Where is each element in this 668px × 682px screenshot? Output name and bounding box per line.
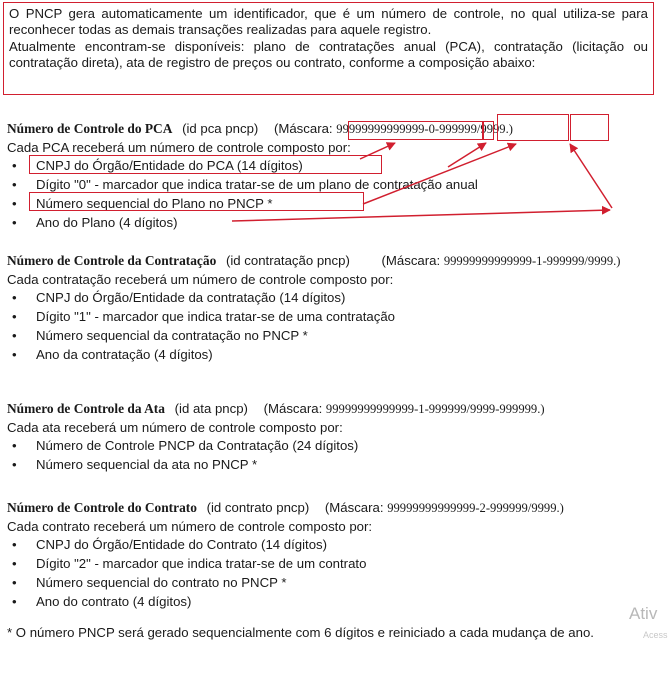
- contrato-heading: [7, 499, 659, 518]
- arrow-seq: [363, 144, 516, 204]
- activation-watermark: Ativ: [629, 604, 658, 623]
- contratacao-id: (id contratação pncp): [225, 253, 350, 268]
- ata-title: Número de Controle da Ata: [7, 401, 165, 416]
- pca-title: Número de Controle do PCA: [7, 121, 173, 136]
- pca-mask-year: 9999: [480, 122, 506, 136]
- contratacao-lead: Cada contratação receberá um número de controle composto por:: [7, 271, 394, 287]
- arrow-cnpj: [360, 143, 395, 159]
- arrow-ano-mask: [570, 144, 612, 208]
- list-item: • Ano do contrato (4 dígitos): [34, 593, 659, 612]
- section-contratacao: [7, 252, 659, 364]
- contratacao-mask: 99999999999999-1-999999/9999.): [443, 254, 621, 268]
- section-ata: [7, 400, 659, 475]
- list-item: • Ano do Plano (4 dígitos): [34, 214, 659, 233]
- contratacao-list: [7, 289, 659, 364]
- ata-mask: 99999999999999-1-999999/9999-999999.): [325, 402, 545, 416]
- list-item: • Dígito "2" - marcador que indica tratar-se de um contrato: [34, 555, 659, 574]
- pca-mask-seq: 999999: [439, 122, 477, 136]
- intro-paragraph-2: Atualmente encontram-se disponíveis: plano de contratações anual (PCA), contratação (licitação ou contratação direta), ata de registro de preços ou contrato, conforme a composição abaixo:: [9, 38, 648, 70]
- contrato-id: (id contrato pncp): [206, 500, 310, 515]
- pca-mask-end: .): [505, 122, 513, 136]
- ata-id: (id ata pncp): [174, 401, 248, 416]
- list-item: • Dígito "1" - marcador que indica tratar-se de uma contratação: [34, 308, 659, 327]
- pca-mask-slash: /: [476, 122, 481, 136]
- ata-list: [7, 437, 659, 474]
- pca-mask-label: (Máscara:: [273, 121, 333, 136]
- list-item: • Número sequencial da ata no PNCP *: [34, 456, 659, 475]
- ata-heading: [7, 400, 659, 419]
- intro-paragraph-1: O PNCP gera automaticamente um identificador, que é um número de controle, no qual utiliza-se para reconhecer todas as demais transações realizadas para aquele registro.: [9, 6, 648, 38]
- contratacao-heading: [7, 252, 659, 271]
- arrow-ano: [232, 210, 610, 221]
- list-item: • Ano da contratação (4 dígitos): [34, 346, 659, 365]
- list-item: • CNPJ do Órgão/Entidade do Contrato (14 dígitos): [34, 536, 659, 555]
- pca-id: (id pca pncp): [182, 121, 259, 136]
- contrato-lead: Cada contrato receberá um número de controle composto por:: [7, 518, 373, 534]
- activation-watermark-sub: Acess: [643, 630, 668, 640]
- list-item: • Número de Controle PNCP da Contratação (24 dígitos): [34, 437, 659, 456]
- contratacao-mask-label: (Máscara:: [381, 253, 441, 268]
- contrato-list: [7, 536, 659, 611]
- list-item: • Número sequencial do Plano no PNCP *: [34, 195, 659, 214]
- section-contrato: [7, 499, 659, 611]
- contrato-title: Número de Controle do Contrato: [7, 500, 197, 515]
- contrato-mask: 99999999999999-2-999999/9999.): [387, 501, 564, 515]
- ata-lead: Cada ata receberá um número de controle composto por:: [7, 419, 343, 435]
- ata-mask-label: (Máscara:: [263, 401, 323, 416]
- contratacao-title: Número de Controle da Contratação: [7, 253, 217, 268]
- list-item: • Número sequencial do contrato no PNCP *: [34, 574, 659, 593]
- contrato-mask-label: (Máscara:: [324, 500, 384, 515]
- pca-mask-cnpj: 99999999999999: [336, 122, 425, 136]
- list-item: • CNPJ do Órgão/Entidade do PCA (14 dígitos): [34, 157, 659, 176]
- list-item: • Dígito "0" - marcador que indica tratar-se de um plano de contratação anual: [34, 176, 659, 195]
- list-item: • CNPJ do Órgão/Entidade da contratação (14 dígitos): [34, 289, 659, 308]
- footnote: * O número PNCP será gerado sequencialmente com 6 dígitos e reiniciado a cada mudança de ano.: [7, 625, 594, 640]
- pca-mask-marker: -0-: [424, 122, 440, 136]
- list-item: • Número sequencial da contratação no PNCP *: [34, 327, 659, 346]
- pca-lead: Cada PCA receberá um número de controle composto por:: [7, 139, 351, 155]
